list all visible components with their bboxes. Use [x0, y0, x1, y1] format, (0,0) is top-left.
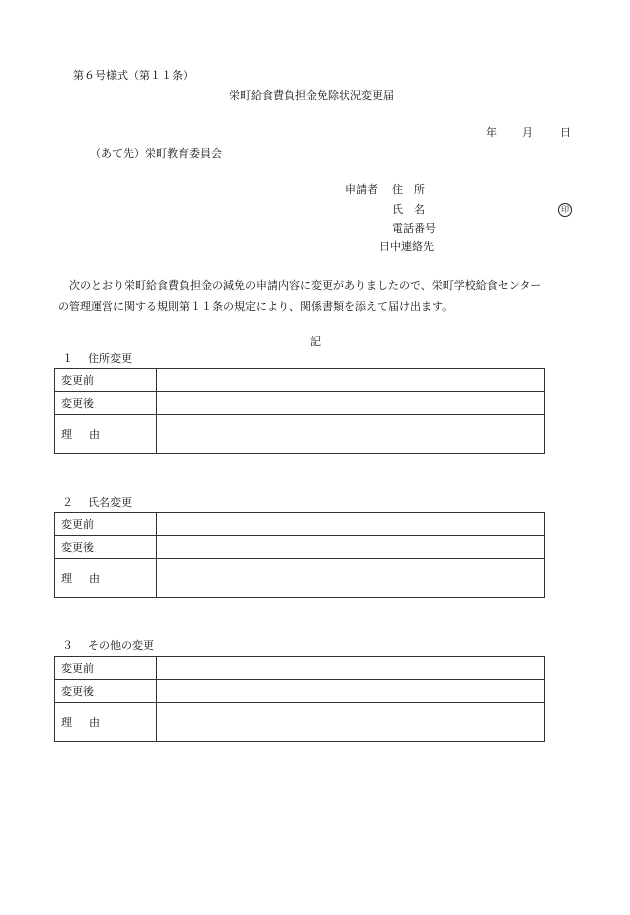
reason-label-left: 理	[61, 572, 72, 585]
section-title: その他の変更	[88, 639, 154, 652]
before-value-field[interactable]	[157, 657, 545, 680]
date-day-label: 日	[560, 126, 571, 139]
section-number: ３	[62, 639, 73, 652]
before-value-field[interactable]	[157, 369, 545, 392]
section-title: 住所変更	[88, 352, 132, 365]
section-heading-address-change	[62, 352, 132, 366]
applicant-phone-label: 電話番号	[392, 222, 436, 235]
reason-value-field[interactable]	[157, 415, 545, 454]
after-label: 変更後	[55, 680, 157, 703]
after-label: 変更後	[55, 392, 157, 415]
reason-label-right: 由	[89, 716, 100, 729]
before-value-field[interactable]	[157, 513, 545, 536]
body-text: 次のとおり栄町給食費負担金の減免の申請内容に変更がありましたので、栄町学校給食センターの管理運営に関する規則第１１条の規定により、関係書類を添えて届け出ます。	[58, 279, 542, 313]
applicant-daytime-contact-label: 日中連絡先	[379, 240, 434, 253]
name-change-table	[54, 512, 545, 598]
date-month-label: 月	[522, 126, 533, 139]
reason-label-right: 由	[89, 572, 100, 585]
document-title: 栄町給食費負担金免除状況変更届	[229, 89, 394, 102]
reason-value-field[interactable]	[157, 559, 545, 598]
other-change-table	[54, 656, 545, 742]
reason-value-field[interactable]	[157, 703, 545, 742]
before-label: 変更前	[55, 513, 157, 536]
ki-heading: 記	[310, 335, 321, 348]
reason-label	[55, 415, 157, 454]
before-label: 変更前	[55, 657, 157, 680]
reason-label	[55, 703, 157, 742]
form-number: 第６号様式（第１１条）	[73, 69, 194, 82]
addressee: （あて先）栄町教育委員会	[90, 147, 222, 160]
section-number: １	[62, 352, 73, 365]
applicant-label: 申請者	[345, 183, 378, 196]
date-row	[486, 126, 571, 140]
applicant-address-label: 住 所	[392, 183, 425, 196]
date-year-label: 年	[486, 126, 497, 139]
after-value-field[interactable]	[157, 680, 545, 703]
after-value-field[interactable]	[157, 536, 545, 559]
seal-mark: 印	[558, 203, 572, 217]
section-title: 氏名変更	[88, 496, 132, 509]
section-heading-name-change	[62, 496, 132, 510]
address-change-table	[54, 368, 545, 454]
before-label: 変更前	[55, 369, 157, 392]
section-heading-other-change	[62, 639, 154, 653]
reason-label-left: 理	[61, 428, 72, 441]
after-label: 変更後	[55, 536, 157, 559]
reason-label-right: 由	[89, 428, 100, 441]
reason-label-left: 理	[61, 716, 72, 729]
applicant-name-label: 氏 名	[392, 203, 425, 216]
after-value-field[interactable]	[157, 392, 545, 415]
reason-label	[55, 559, 157, 598]
section-number: ２	[62, 496, 73, 509]
